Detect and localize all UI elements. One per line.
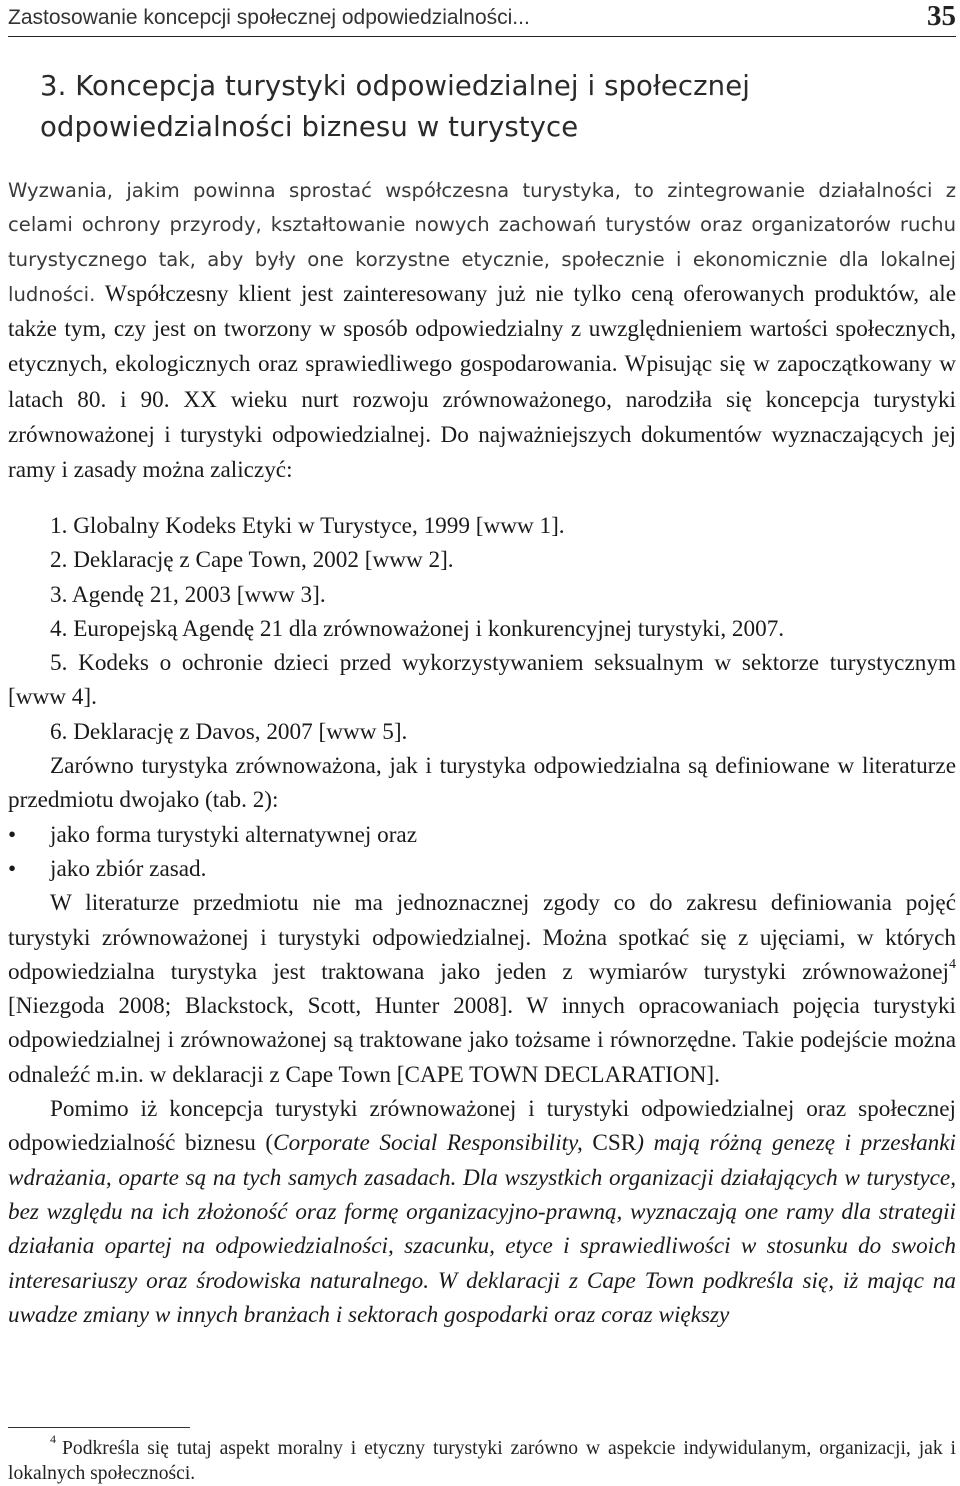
opening-paragraph-serif-text: Współczesny klient jest zainteresowany już nie tylko ceną oferowanych produktów, ale także tym, czy jest on tworzony w sposób odpowiedzialny z uwzględnieniem wartości społecznych, etycznych, ekologicznych oraz sprawiedliwego gospodarowania. Wpisując się w zapoczątkowany w latach 80. i 90. XX wieku nurt rozwoju zrównoważonego, narodziła się koncepcja turystyki zrównoważonej i turystyki odpowiedzialnej. Do najważniejszych dokumentów wyznaczających jej ramy i zasady można zaliczyć: bbox=[8, 280, 956, 484]
paragraph-csr-italic: Corporate Social Responsibility, bbox=[273, 1130, 583, 1157]
section-heading: 3. Koncepcja turystyki odpowiedzialnej i społecznej odpowiedzialności biznesu w turystyce bbox=[40, 70, 750, 143]
page-number: 35 bbox=[927, 0, 956, 32]
list-item: 6. Deklarację z Davos, 2007 [www 5]. bbox=[50, 718, 408, 745]
paragraph-literature bbox=[8, 886, 956, 1092]
paragraph-literature-text-2: [Niezgoda 2008; Blackstock, Scott, Hunter 2008]. W innych opracowaniach pojęcia turystyki odpowiedzialnej i zrównoważonej są traktowane jako tożsame i równorzędne. Takie podejście można odnaleźć m.in. w deklaracji z Cape Town [CAPE TOWN DECLARATION]. bbox=[8, 993, 956, 1088]
list-item: 4. Europejską Agendę 21 dla zrównoważonej i konkurencyjnej turystyki, 2007. bbox=[50, 615, 785, 642]
footnote-reference: 4 bbox=[949, 957, 956, 973]
footnote-text: Podkreśla się tutaj aspekt moralny i etyczny turystyki zarówno w aspekcie indywidulanym, organizacji, jak i lokalnych społeczności. bbox=[8, 1438, 956, 1484]
bullet-text: jako zbiór zasad. bbox=[50, 855, 207, 882]
bullet-text: jako forma turystyki alternatywnej oraz bbox=[50, 821, 418, 848]
document-list bbox=[8, 509, 956, 1332]
running-title: Zastosowanie koncepcji społecznej odpowiedzialności... bbox=[8, 6, 530, 29]
opening-paragraph-sans-text: Wyzwania, jakim powinna sprostać współczesna turystyka, to zintegrowanie działalności z celami ochrony przyrody, kształtowanie nowych zachowań turystów oraz organizatorów ruchu turystycznego tak, aby były one korzystne etycznie, społecznie i ekonomicznie dla lokalnej ludności. bbox=[8, 179, 956, 306]
list-item: 2. Deklarację z Cape Town, 2002 [www 2]. bbox=[50, 547, 454, 574]
footnote-number: 4 bbox=[50, 1432, 56, 1447]
footnote bbox=[8, 1432, 956, 1486]
bullet-item bbox=[8, 852, 956, 886]
footnote-divider bbox=[8, 1427, 190, 1428]
running-header bbox=[8, 2, 956, 37]
paragraph-csr bbox=[8, 1092, 956, 1332]
list-item: 1. Globalny Kodeks Etyki w Turystyce, 1999 [www 1]. bbox=[50, 513, 565, 539]
paragraph-definitions: Zarówno turystyka zrównoważona, jak i turystyka odpowiedzialna są definiowane w literaturze przedmiotu dwojako (tab. 2): bbox=[8, 753, 956, 814]
paragraph-literature-text-1: W literaturze przedmiotu nie ma jednoznacznej zgody co do zakresu definiowania pojęć turystyki zrównoważonej i turystyki odpowiedzialnej. Można spotkać się z ujęciami, w których odpowiedzialna turystyka jest traktowana jako jeden z wymiarów turystyki zrównoważonej bbox=[8, 890, 956, 985]
bullet-item bbox=[8, 818, 956, 852]
list-item: 5. Kodeks o ochronie dzieci przed wykorzystywaniem seksualnym w sektorze turystycznym [www 4]. bbox=[8, 650, 956, 711]
bullet-icon: • bbox=[8, 821, 17, 848]
paragraph-csr-text-2: CSR bbox=[582, 1130, 637, 1157]
list-item: 3. Agendę 21, 2003 [www 3]. bbox=[50, 581, 326, 608]
paragraph-csr-text-1: Pomimo iż koncepcja turystyki zrównoważonej i turystyki odpowiedzialnej oraz społecznej odpowiedzialność biznesu ( bbox=[8, 1096, 956, 1157]
opening-paragraph bbox=[8, 174, 956, 489]
bullet-icon: • bbox=[8, 855, 17, 882]
paragraph-csr-text-3: ) mają różną genezę i przesłanki wdrażania, oparte są na tych samych zasadach. Dla wszystkich organizacji działających w turystyce, bez względu na ich złożoność oraz formę organizacyjno-prawną, wyznaczają one ramy dla strategii działania opartej na odpowiedzialności, szacunku, etyce i sprawiedliwości w stosunku do swoich interesariuszy oraz środowiska naturalnego. W deklaracji z Cape Town podkreśla się, iż mając na uwadze zmiany w innych branżach i sektorach gospodarki oraz coraz większy bbox=[8, 1130, 956, 1328]
